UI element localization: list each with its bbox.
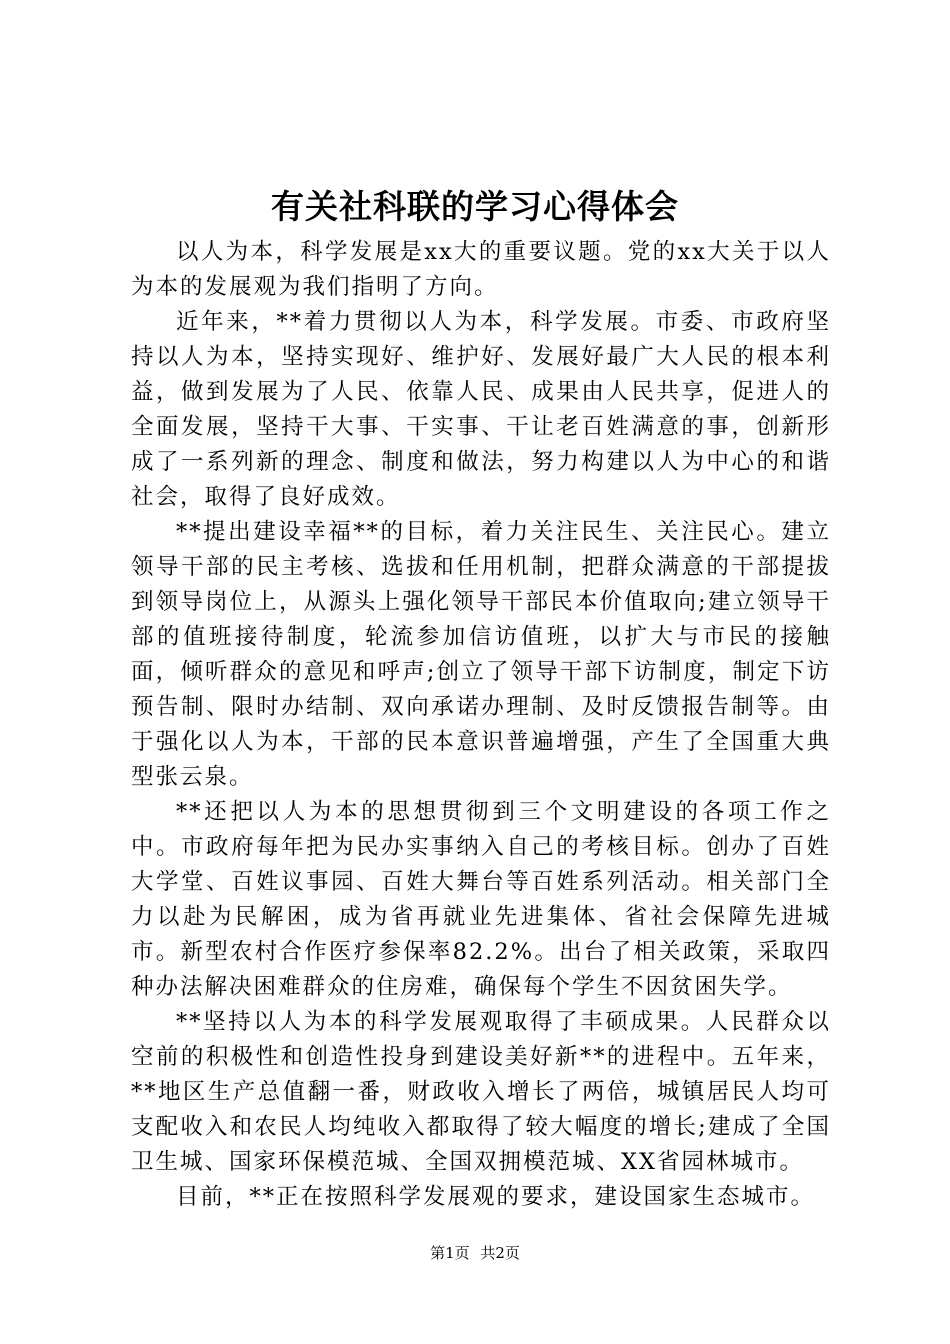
document-body	[131, 235, 831, 1215]
page-number: 第1页	[430, 1244, 470, 1262]
document-title: 有关社科联的学习心得体会	[271, 187, 679, 226]
paragraph: 目前，**正在按照科学发展观的要求，建设国家生态城市。	[176, 1184, 816, 1210]
paragraph: 近年来，**着力贯彻以人为本，科学发展。市委、市政府坚持以人为本，坚持实现好、维护好、发展好最广大人民的根本利益，做到发展为了人民、依靠人民、成果由人民共享，促进人的全面发展，坚持干大事、干实事、干让老百姓满意的事，创新形成了一系列新的理念、制度和做法，努力构建以人为中心的和谐社会，取得了良好成效。	[131, 309, 831, 510]
paragraph: **提出建设幸福**的目标，着力关注民生、关注民心。建立领导干部的民主考核、选拔和任用机制，把群众满意的干部提拔到领导岗位上，从源头上强化领导干部民本价值取向;建立领导干部的值班接待制度，轮流参加信访值班，以扩大与市民的接触面，倾听群众的意见和呼声;创立了领导干部下访制度，制定下访预告制、限时办结制、双向承诺办理制、及时反馈报告制等。由于强化以人为本，干部的民本意识普遍增强，产生了全国重大典型张云泉。	[131, 519, 831, 790]
paragraph: **坚持以人为本的科学发展观取得了丰硕成果。人民群众以空前的积极性和创造性投身到建设美好新**的进程中。五年来，**地区生产总值翻一番，财政收入增长了两倍，城镇居民人均可支配收入和农民人均纯收入都取得了较大幅度的增长;建成了全国卫生城、国家环保模范城、全国双拥模范城、XX省园林城市。	[131, 1009, 831, 1175]
paragraph: 以人为本，科学发展是xx大的重要议题。党的xx大关于以人为本的发展观为我们指明了方向。	[131, 239, 831, 300]
paragraph: **还把以人为本的思想贯彻到三个文明建设的各项工作之中。市政府每年把为民办实事纳入自己的考核目标。创办了百姓大学堂、百姓议事园、百姓大舞台等百姓系列活动。相关部门全力以赴为民解困，成为省再就业先进集体、省社会保障先进城市。新型农村合作医疗参保率82.2%。出台了相关政策，采取四种办法解决困难群众的住房难，确保每个学生不因贫困失学。	[131, 799, 831, 1000]
page-total: 共2页	[480, 1244, 520, 1262]
page-footer	[0, 1242, 950, 1264]
